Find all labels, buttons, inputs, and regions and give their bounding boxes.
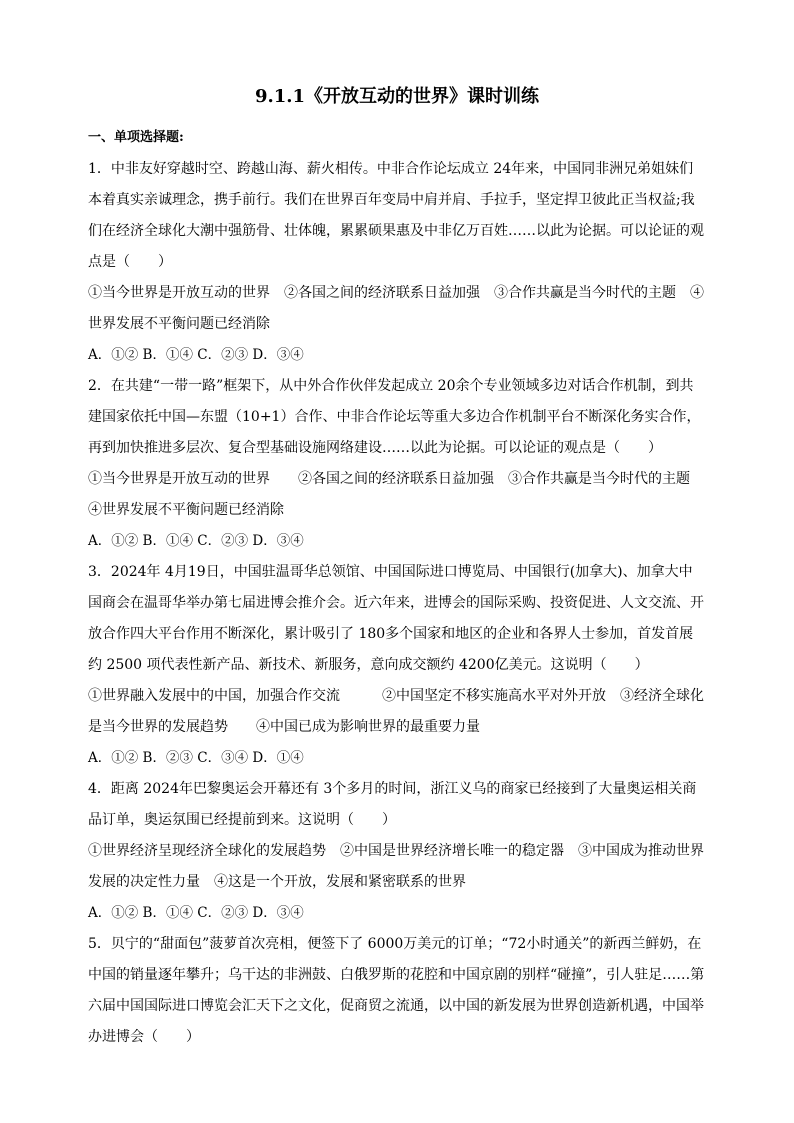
question-stem: 3．2024年 4月19日，中国驻温哥华总领馆、中国国际进口博览局、中国银行(加拿大)、加拿大中国商会在温哥华举办第七届进博会推介会。近六年来，进博会的国际采购、投资促进、人文交流、开放合作四大平台作用不断深化，累计吸引了 180多个国家和地区的企业和各界人士参加，首发首展约 2500 项代表性新产品、新技术、新服务，意向成交额约 4200亿美元。这说明（ ） xyxy=(88,564,704,673)
answer-options: A．①② B．①④ C．②③ D．③④ xyxy=(88,533,304,549)
question-stem: 4．距离 2024年巴黎奥运会开幕还有 3个多月的时间，浙江义乌的商家已经接到了大量奥运相关商品订单，奥运氛围已经提前到来。这说明（ ） xyxy=(88,781,697,828)
question-stem: 5．贝宁的“甜面包”菠萝首次亮相，便签下了 6000万美元的订单；“72小时通关”的新西兰鲜奶，在中国的销量逐年攀升；乌干达的非洲鼓、白俄罗斯的花腔和中国京剧的别样“碰撞”，引人驻足……第六届中国国际进口博览会汇天下之文化，促商贸之流通，以中国的新发展为世界创造新机遇，中国举办进博会（ ） xyxy=(88,936,705,1045)
answer-options: A．①② B．①④ C．②③ D．③④ xyxy=(88,347,304,363)
question-statements: ①当今世界是开放互动的世界 ②各国之间的经济联系日益加强 ③合作共赢是当今时代的主题 ④世界发展不平衡问题已经消除 xyxy=(88,285,704,332)
question-stem: 2．在共建“一带一路”框架下，从中外合作伙伴发起成立 20余个专业领域多边对话合作机制，到共建国家依托中国—东盟（10+1）合作、中非合作论坛等重大多边合作机制平台不断深化务实合作，再到加快推进多层次、复合型基础设施网络建设……以此为论据。可以论证的观点是（ ） xyxy=(88,378,701,456)
question-1 xyxy=(88,154,706,371)
answer-options: A．①② B．①④ C．②③ D．③④ xyxy=(88,905,304,921)
question-2 xyxy=(88,371,706,557)
question-statements: ①世界经济呈现经济全球化的发展趋势 ②中国是世界经济增长唯一的稳定器 ③中国成为推动世界发展的决定性力量 ④这是一个开放，发展和紧密联系的世界 xyxy=(88,843,704,890)
document-title: 9.1.1《开放互动的世界》课时训练 xyxy=(254,86,540,107)
document-page xyxy=(88,84,706,1053)
answer-options: A．①② B．②③ C．③④ D．①④ xyxy=(88,750,304,766)
question-statements: ①当今世界是开放互动的世界 ②各国之间的经济联系日益加强 ③合作共赢是当今时代的主题 ④世界发展不平衡问题已经消除 xyxy=(88,471,704,518)
question-5 xyxy=(88,929,706,1053)
question-4 xyxy=(88,774,706,929)
question-statements: ①世界融入发展中的中国，加强合作交流 ②中国坚定不移实施高水平对外开放 ③经济全球化是当今世界的发展趋势 ④中国已成为影响世界的最重要力量 xyxy=(88,688,704,735)
question-3 xyxy=(88,557,706,774)
question-stem: 1．中非友好穿越时空、跨越山海、薪火相传。中非合作论坛成立 24年来，中国同非洲兄弟姐妹们本着真实亲诚理念，携手前行。我们在世界百年变局中肩并肩、手拉手，坚定捍卫彼此正当权益;我们在经济全球化大潮中强筋骨、壮体魄，累累硕果惠及中非亿万百姓……以此为论据。可以论证的观点是（ ） xyxy=(88,161,704,270)
section-heading: 一、单项选择题: xyxy=(88,130,184,145)
